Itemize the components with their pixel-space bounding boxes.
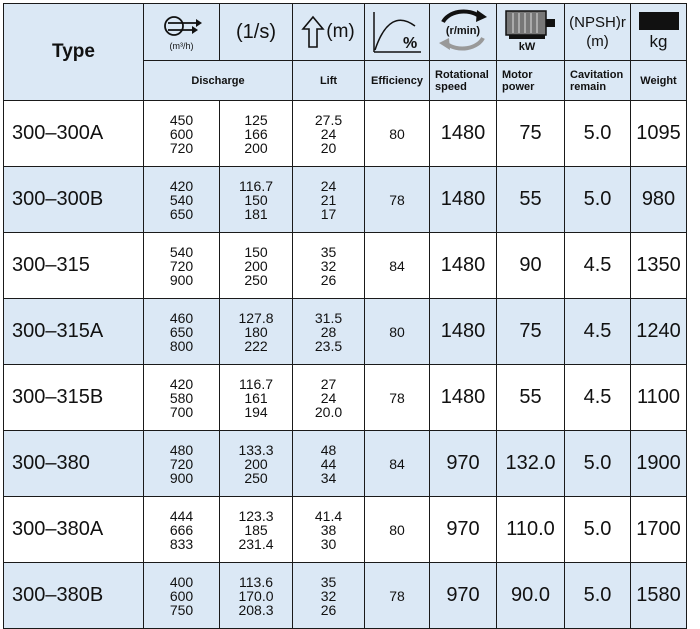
efficiency-cell: 80	[365, 497, 430, 563]
table-body	[4, 101, 687, 629]
type-header: Type	[4, 4, 144, 101]
speed-cell: 1480	[430, 365, 497, 431]
lift-cell: 35 32 26	[293, 563, 365, 629]
weight-cell: 1900	[631, 431, 687, 497]
lift-cell: 24 21 17	[293, 167, 365, 233]
discharge-header: Discharge	[144, 61, 293, 101]
flow-ls-cell: 127.8 180 222	[220, 299, 293, 365]
weight-cell: 980	[631, 167, 687, 233]
npsh-cell: 5.0	[565, 167, 631, 233]
flow-ls-cell: 123.3 185 231.4	[220, 497, 293, 563]
weight-cell: 1095	[631, 101, 687, 167]
lift-cell: 31.5 28 23.5	[293, 299, 365, 365]
flow-ls-cell: 113.6 170.0 208.3	[220, 563, 293, 629]
speed-cell: 1480	[430, 167, 497, 233]
efficiency-cell: 80	[365, 101, 430, 167]
table-row	[4, 497, 687, 563]
efficiency-cell: 78	[365, 563, 430, 629]
up-arrow-icon	[302, 16, 324, 48]
power-cell: 90.0	[497, 563, 565, 629]
weight-block-icon	[639, 12, 679, 30]
percent-label: %	[403, 35, 418, 52]
flow-ls-cell: 133.3 200 250	[220, 431, 293, 497]
type-cell: 300–380	[4, 431, 144, 497]
speed-unit-cell	[430, 4, 497, 61]
speed-cell: 1480	[430, 233, 497, 299]
flow-m3h-cell: 460 650 800	[144, 299, 220, 365]
efficiency-unit-cell	[365, 4, 430, 61]
flow-m3h-cell: 450 600 720	[144, 101, 220, 167]
weight-unit-cell	[631, 4, 687, 61]
npsh-unit: (m)	[586, 33, 609, 50]
power-cell: 75	[497, 299, 565, 365]
flow-ls-unit: (1/s)	[220, 4, 293, 61]
efficiency-cell: 84	[365, 431, 430, 497]
efficiency-cell: 84	[365, 233, 430, 299]
weight-cell: 1580	[631, 563, 687, 629]
flow-icon	[162, 13, 202, 41]
flow-ls-cell: 116.7 161 194	[220, 365, 293, 431]
weight-cell: 1240	[631, 299, 687, 365]
power-cell: 75	[497, 101, 565, 167]
cavitation-remain-header: Cavitation remain	[565, 61, 631, 101]
type-cell: 300–315B	[4, 365, 144, 431]
npsh-cell: 5.0	[565, 563, 631, 629]
speed-cell: 970	[430, 431, 497, 497]
efficiency-cell: 80	[365, 299, 430, 365]
npsh-cell: 5.0	[565, 101, 631, 167]
type-cell: 300–315	[4, 233, 144, 299]
flow-unit-label: (m³/h)	[169, 41, 194, 51]
table-row	[4, 431, 687, 497]
efficiency-cell: 78	[365, 167, 430, 233]
lift-unit-cell	[293, 4, 365, 61]
lift-unit: (m)	[326, 21, 355, 42]
efficiency-curve-icon	[371, 10, 423, 54]
power-unit-label: kW	[518, 40, 535, 53]
table-row	[4, 167, 687, 233]
npsh-label: (NPSH)r	[569, 14, 626, 31]
pump-spec-table	[3, 3, 687, 629]
npsh-cell: 4.5	[565, 233, 631, 299]
speed-cell: 1480	[430, 101, 497, 167]
table-row	[4, 101, 687, 167]
header-icon-row	[4, 4, 687, 61]
flow-m3h-cell: 420 580 700	[144, 365, 220, 431]
flow-unit-cell	[144, 4, 220, 61]
type-cell: 300–380A	[4, 497, 144, 563]
speed-cell: 970	[430, 563, 497, 629]
table-row	[4, 299, 687, 365]
table-row	[4, 563, 687, 629]
type-cell: 300–300B	[4, 167, 144, 233]
power-cell: 90	[497, 233, 565, 299]
lift-cell: 27.5 24 20	[293, 101, 365, 167]
flow-ls-cell: 125 166 200	[220, 101, 293, 167]
npsh-unit-cell	[565, 4, 631, 61]
table-row	[4, 365, 687, 431]
power-cell: 55	[497, 167, 565, 233]
weight-cell: 1700	[631, 497, 687, 563]
flow-m3h-cell: 420 540 650	[144, 167, 220, 233]
power-cell: 110.0	[497, 497, 565, 563]
flow-m3h-cell: 480 720 900	[144, 431, 220, 497]
motor-power-header: Motor power	[497, 61, 565, 101]
flow-m3h-cell: 400 600 750	[144, 563, 220, 629]
efficiency-header: Efficiency	[365, 61, 430, 101]
weight-header: Weight	[631, 61, 687, 101]
motor-icon	[503, 8, 559, 52]
lift-cell: 35 32 26	[293, 233, 365, 299]
lift-cell: 48 44 34	[293, 431, 365, 497]
power-cell: 55	[497, 365, 565, 431]
npsh-cell: 4.5	[565, 365, 631, 431]
weight-unit: kg	[649, 32, 668, 51]
rotational-speed-header: Rotational speed	[430, 61, 497, 101]
speed-cell: 970	[430, 497, 497, 563]
type-cell: 300–300A	[4, 101, 144, 167]
efficiency-cell: 78	[365, 365, 430, 431]
flow-m3h-cell: 444 666 833	[144, 497, 220, 563]
flow-m3h-cell: 540 720 900	[144, 233, 220, 299]
power-cell: 132.0	[497, 431, 565, 497]
flow-ls-cell: 116.7 150 181	[220, 167, 293, 233]
table-row	[4, 233, 687, 299]
flow-ls-cell: 150 200 250	[220, 233, 293, 299]
type-cell: 300–315A	[4, 299, 144, 365]
type-cell: 300–380B	[4, 563, 144, 629]
power-unit-cell	[497, 4, 565, 61]
weight-cell: 1350	[631, 233, 687, 299]
npsh-cell: 5.0	[565, 431, 631, 497]
speed-unit-label: (r/min)	[445, 24, 481, 37]
lift-header: Lift	[293, 61, 365, 101]
rotation-icon	[433, 8, 493, 52]
speed-cell: 1480	[430, 299, 497, 365]
lift-cell: 41.4 38 30	[293, 497, 365, 563]
lift-cell: 27 24 20.0	[293, 365, 365, 431]
weight-cell: 1100	[631, 365, 687, 431]
npsh-cell: 5.0	[565, 497, 631, 563]
npsh-cell: 4.5	[565, 299, 631, 365]
